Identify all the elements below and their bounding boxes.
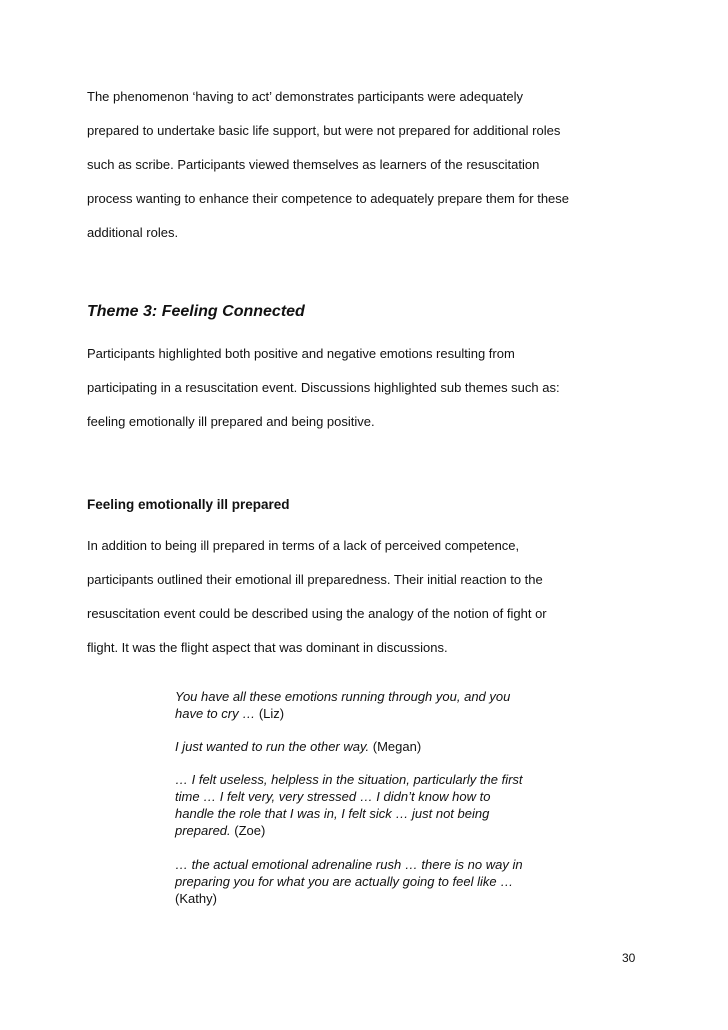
quote-line <box>175 738 605 755</box>
quote-speaker: (Megan) <box>372 739 422 754</box>
quote-line <box>175 705 605 722</box>
quote-speaker: (Kathy) <box>175 891 217 906</box>
paragraph-line: participating in a resuscitation event. Discussions highlighted sub themes such as: <box>87 380 560 395</box>
quote-text: prepared. <box>175 823 235 838</box>
quote-line <box>175 771 605 788</box>
quote-block <box>175 688 605 722</box>
paragraph-line: In addition to being ill prepared in terms of a lack of perceived competence, <box>87 538 520 553</box>
quote-text: time … I felt very, very stressed … I didn’t know how to <box>175 789 491 804</box>
quote-text: I just wanted to run the other way. <box>175 739 373 754</box>
quote-line <box>175 890 605 907</box>
quote-line <box>175 856 605 873</box>
subtheme-paragraph <box>87 529 647 665</box>
paragraph-line: process wanting to enhance their competence to adequately prepare them for these <box>87 191 570 206</box>
quote-text: preparing you for what you are actually going to feel like … <box>175 874 514 889</box>
quote-line <box>175 688 605 705</box>
page-number: 30 <box>622 951 636 965</box>
quote-speaker: (Liz) <box>258 706 285 721</box>
quote-speaker: (Zoe) <box>234 823 266 838</box>
quote-block <box>175 738 605 755</box>
paragraph-line: additional roles. <box>87 225 179 240</box>
quote-text: handle the role that I was in, I felt sick … just not being <box>175 806 490 821</box>
quote-line <box>175 873 605 890</box>
theme-heading: Theme 3: Feeling Connected <box>87 303 305 320</box>
paragraph-line: flight. It was the flight aspect that was dominant in discussions. <box>87 640 448 655</box>
quote-text: … I felt useless, helpless in the situation, particularly the first <box>175 772 523 787</box>
subtheme-heading: Feeling emotionally ill prepared <box>87 497 290 512</box>
quote-text: … the actual emotional adrenaline rush … there is no way in <box>175 857 523 872</box>
intro-paragraph <box>87 80 647 250</box>
quote-text: You have all these emotions running through you, and you <box>175 689 511 704</box>
theme-paragraph <box>87 337 647 439</box>
paragraph-line: prepared to undertake basic life support, but were not prepared for additional roles <box>87 123 561 138</box>
paragraph-line: Participants highlighted both positive and negative emotions resulting from <box>87 346 515 361</box>
paragraph-line: The phenomenon ‘having to act’ demonstrates participants were adequately <box>87 89 524 104</box>
quote-line <box>175 822 605 839</box>
quote-line <box>175 805 605 822</box>
quote-block <box>175 856 605 907</box>
paragraph-line: such as scribe. Participants viewed themselves as learners of the resuscitation <box>87 157 540 172</box>
paragraph-line: resuscitation event could be described using the analogy of the notion of fight or <box>87 606 547 621</box>
quote-block <box>175 771 605 839</box>
paragraph-line: feeling emotionally ill prepared and being positive. <box>87 414 375 429</box>
quote-line <box>175 788 605 805</box>
paragraph-line: participants outlined their emotional ill preparedness. Their initial reaction to the <box>87 572 543 587</box>
quote-text: have to cry … <box>175 706 259 721</box>
